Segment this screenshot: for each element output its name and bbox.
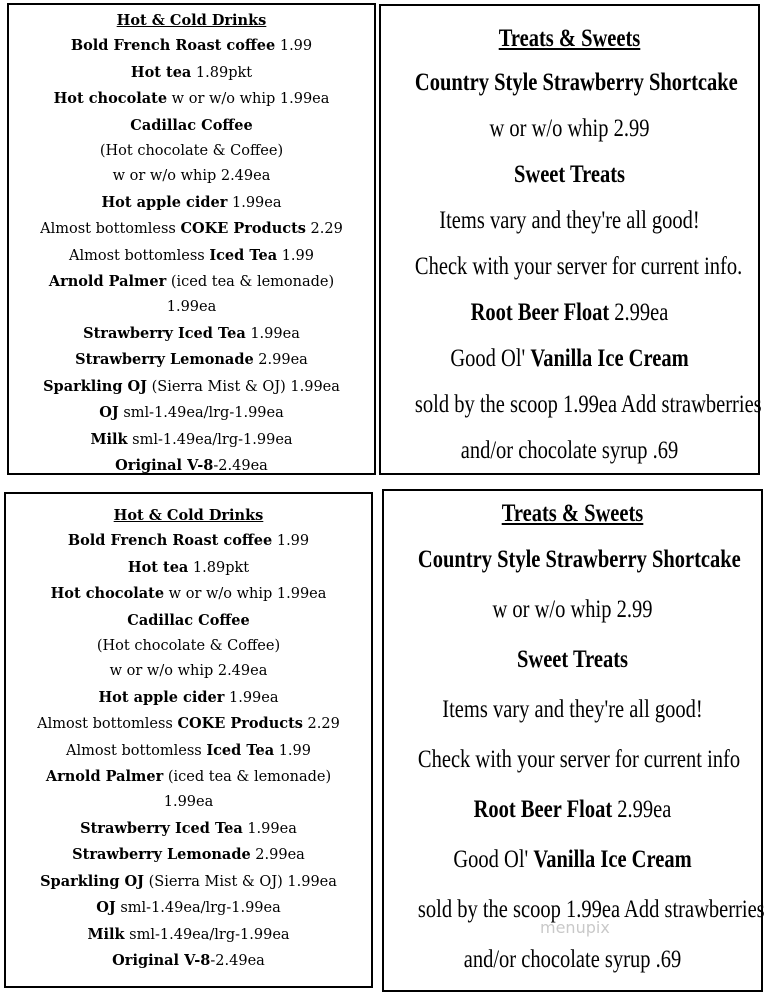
drink-name: Bold French Roast coffee <box>67 532 273 550</box>
drink-text: (Hot chocolate & Coffee) <box>99 143 284 160</box>
drink-line <box>6 764 371 790</box>
drink-name: Bold French Roast coffee <box>70 37 276 55</box>
drink-name: Sparkling OJ <box>40 872 145 890</box>
drink-line <box>6 685 371 711</box>
drink-text: Almost bottomless <box>68 247 210 264</box>
drink-detail: sml-1.49ea/lrg-1.99ea <box>124 926 290 943</box>
vanilla-ice-cream <box>418 835 727 885</box>
drink-name: Iced Tea <box>206 741 275 759</box>
root-beer-float-price: 2.99ea <box>612 796 672 823</box>
sweets-title: Treats & Sweets <box>498 25 641 52</box>
drink-line <box>9 453 374 479</box>
ice-cream-name: Vanilla Ice Cream <box>533 846 692 873</box>
sweets-panel-top <box>379 4 760 475</box>
drink-line <box>6 581 371 607</box>
drink-detail: (iced tea & lemonade) <box>163 769 332 786</box>
drink-detail: 2.99ea <box>250 847 305 864</box>
drink-name: COKE Products <box>177 715 303 733</box>
drink-name: OJ <box>96 899 116 917</box>
drink-name: Strawberry Iced Tea <box>80 819 243 837</box>
drink-line <box>6 816 371 842</box>
root-beer-float <box>418 785 727 835</box>
drink-name: Original V-8 <box>115 456 214 474</box>
drink-detail: 2.99ea <box>253 352 308 369</box>
drink-detail: 1.99 <box>272 533 310 550</box>
drink-line <box>6 528 371 554</box>
drink-detail: 1.99ea <box>224 689 279 706</box>
sweets-title: Treats & Sweets <box>501 500 644 527</box>
drink-detail: 1.99ea <box>245 325 300 342</box>
drink-detail: (Sierra Mist & OJ) 1.99ea <box>147 378 340 395</box>
drink-line <box>9 243 374 269</box>
drink-detail: (iced tea & lemonade) <box>166 274 335 291</box>
drink-line <box>9 216 374 242</box>
drink-text: w or w/o whip 2.49ea <box>109 663 268 680</box>
drink-line <box>6 922 371 948</box>
drink-detail: sml-1.49ea/lrg-1.99ea <box>127 431 293 448</box>
root-beer-float-name: Root Beer Float <box>473 796 613 823</box>
drink-detail: sml-1.49ea/lrg-1.99ea <box>115 900 281 917</box>
drink-name: Strawberry Iced Tea <box>83 324 246 342</box>
drink-line <box>9 86 374 112</box>
drink-line <box>9 374 374 400</box>
drinks-title: Hot & Cold Drinks <box>116 12 267 29</box>
drink-line <box>9 295 374 320</box>
drink-line <box>9 347 374 373</box>
drinks-panel-top <box>7 3 376 475</box>
drink-text: 1.99ea <box>163 794 214 811</box>
drink-line <box>9 190 374 216</box>
drink-line <box>6 608 371 634</box>
shortcake-name: Country Style Strawberry Shortcake <box>414 69 738 96</box>
drink-name: Hot apple cider <box>101 193 228 211</box>
drink-detail: w or w/o whip 1.99ea <box>164 586 327 603</box>
drink-text: Almost bottomless <box>65 742 207 759</box>
drinks-list <box>6 528 371 974</box>
drink-line <box>9 139 374 164</box>
drink-name: Hot tea <box>130 63 192 81</box>
drink-line <box>9 400 374 426</box>
drink-line <box>9 33 374 59</box>
drink-text: Almost bottomless <box>37 716 178 733</box>
sweet-treats-heading: Sweet Treats <box>516 646 629 673</box>
scoop-text: sold by the scoop 1.99ea Add strawberries <box>417 896 765 923</box>
drink-line <box>6 634 371 659</box>
drink-line <box>9 60 374 86</box>
drink-name: Strawberry Lemonade <box>75 351 254 369</box>
drink-detail: (Sierra Mist & OJ) 1.99ea <box>144 873 337 890</box>
drink-name: Arnold Palmer <box>45 768 164 786</box>
drinks-title: Hot & Cold Drinks <box>113 507 264 524</box>
drink-detail: 1.99 <box>275 38 313 55</box>
ice-cream-prefix: Good Ol' <box>453 846 534 873</box>
syrup-text: and/or chocolate syrup .69 <box>463 946 682 973</box>
drink-name: Cadillac Coffee <box>127 611 250 629</box>
check-server-text: Check with your server for current info. <box>414 253 743 280</box>
scoop-text: sold by the scoop 1.99ea Add strawberries <box>414 391 762 418</box>
drink-line <box>6 790 371 815</box>
drink-detail: 1.89pkt <box>191 64 253 81</box>
drink-detail: 2.29 <box>302 716 340 733</box>
drink-name: Original V-8 <box>112 951 211 969</box>
drink-line <box>6 869 371 895</box>
drink-detail: 1.99ea <box>242 820 297 837</box>
drink-text: (Hot chocolate & Coffee) <box>96 638 281 655</box>
drink-line <box>9 321 374 347</box>
check-server-text: Check with your server for current info <box>417 746 741 773</box>
shortcake-price: w or w/o whip 2.99 <box>489 115 650 142</box>
drink-line <box>9 164 374 189</box>
drink-name: Milk <box>90 430 128 448</box>
drink-detail: 1.99 <box>274 742 311 759</box>
drink-detail: 1.99ea <box>227 194 282 211</box>
drink-detail: 1.89pkt <box>188 559 250 576</box>
drink-name: Arnold Palmer <box>48 273 167 291</box>
drink-name: Hot tea <box>127 558 189 576</box>
vanilla-ice-cream <box>415 336 724 382</box>
drink-name: Strawberry Lemonade <box>72 846 251 864</box>
drinks-panel-bottom <box>4 492 373 988</box>
drink-name: Hot chocolate <box>50 585 165 603</box>
drink-name: Iced Tea <box>209 246 278 264</box>
drink-name: Cadillac Coffee <box>130 116 253 134</box>
items-vary-text: Items vary and they're all good! <box>442 696 703 723</box>
drink-detail: sml-1.49ea/lrg-1.99ea <box>118 405 284 422</box>
drink-text: Almost bottomless <box>40 221 181 238</box>
drink-name: Hot chocolate <box>53 90 168 108</box>
sweet-treats-heading: Sweet Treats <box>513 161 626 188</box>
root-beer-float-price: 2.99ea <box>609 299 669 326</box>
drink-line <box>6 738 371 764</box>
drink-line <box>6 555 371 581</box>
drink-line <box>6 948 371 974</box>
drink-detail: w or w/o whip 1.99ea <box>167 91 330 108</box>
root-beer-float-name: Root Beer Float <box>470 299 610 326</box>
drink-name: Hot apple cider <box>98 688 225 706</box>
drink-line <box>9 113 374 139</box>
watermark: menupix <box>540 918 610 937</box>
drink-name: COKE Products <box>180 220 306 238</box>
drink-detail: -2.49ea <box>213 457 268 474</box>
drink-name: Sparkling OJ <box>43 377 148 395</box>
shortcake-name: Country Style Strawberry Shortcake <box>417 546 741 573</box>
drink-line <box>9 269 374 295</box>
drinks-list <box>9 33 374 479</box>
shortcake-price: w or w/o whip 2.99 <box>492 596 653 623</box>
drink-line <box>6 895 371 921</box>
drink-line <box>6 711 371 737</box>
items-vary-text: Items vary and they're all good! <box>439 207 700 234</box>
drink-detail: 2.29 <box>305 221 343 238</box>
drink-name: Milk <box>87 925 125 943</box>
ice-cream-prefix: Good Ol' <box>450 345 531 372</box>
ice-cream-name: Vanilla Ice Cream <box>530 345 689 372</box>
drink-detail: -2.49ea <box>210 952 265 969</box>
sweets-panel-bottom <box>382 489 763 992</box>
drink-detail: 1.99 <box>277 247 314 264</box>
drink-line <box>6 659 371 684</box>
root-beer-float <box>415 290 724 336</box>
drink-line <box>6 842 371 868</box>
drink-text: w or w/o whip 2.49ea <box>112 168 271 185</box>
drink-text: 1.99ea <box>166 299 217 316</box>
syrup-text: and/or chocolate syrup .69 <box>460 437 679 464</box>
drink-line <box>9 427 374 453</box>
drink-name: OJ <box>99 404 119 422</box>
